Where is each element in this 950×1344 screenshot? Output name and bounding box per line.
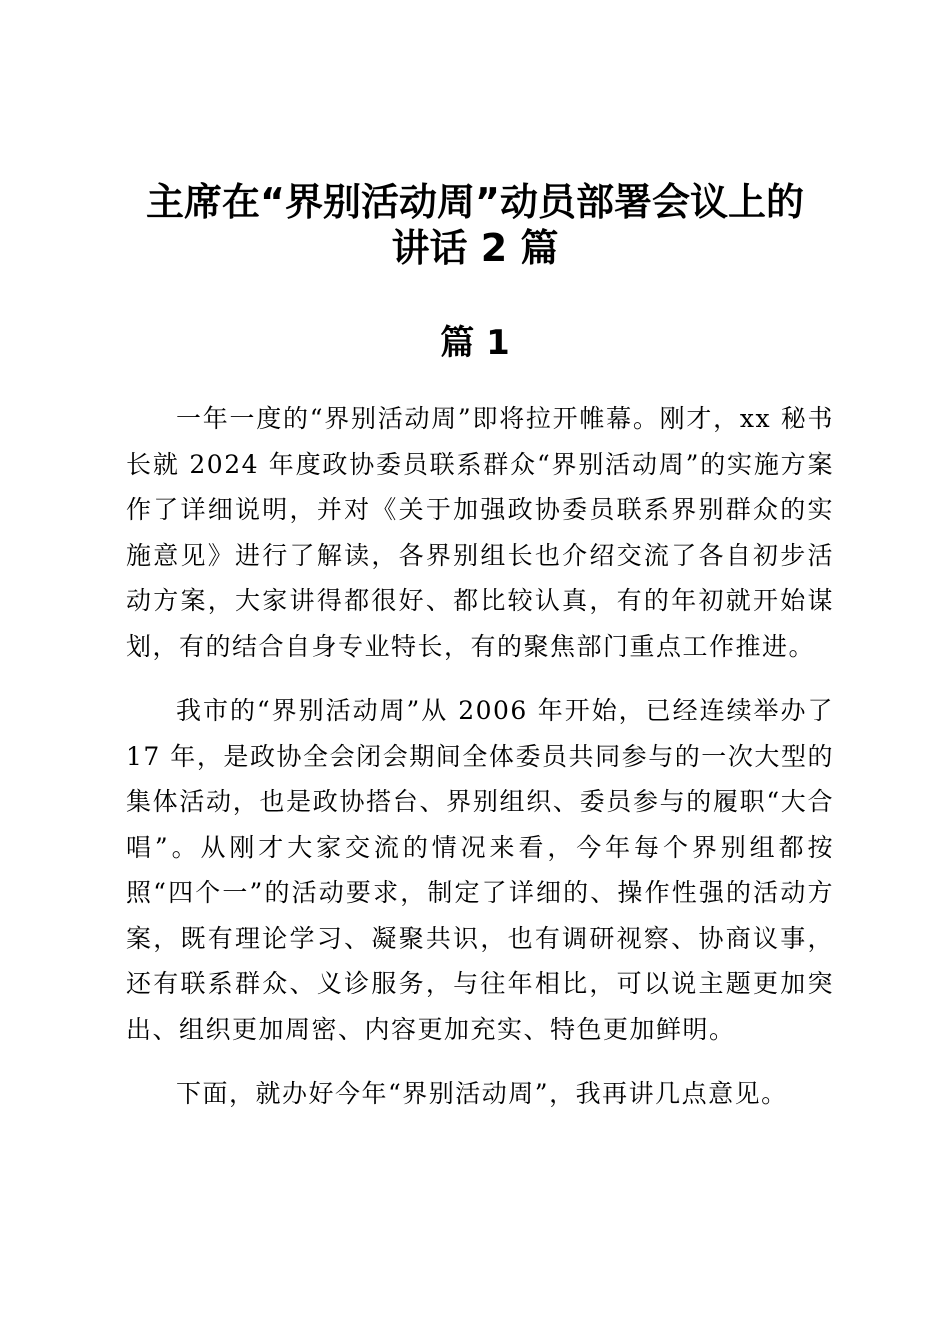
- document-title-line-1: 主席在“界别活动周”动员部署会议上的: [146, 180, 804, 224]
- paragraph-3: 下面，就办好今年“界别活动周”，我再讲几点意见。: [176, 1079, 788, 1108]
- document-title-line-2: 讲话 2 篇: [391, 226, 559, 270]
- section-heading: 篇 1: [440, 323, 510, 363]
- paragraph-1: 一年一度的“界别活动周”即将拉开帷幕。刚才，xx 秘书长就 2024 年度政协委员联系群众“界别活动周”的实施方案作了详细说明，并对《关于加强政协委员联系界别群众的实施意见》进行了解读，各界别组长也介绍交流了各自初步活动方案，大家讲得都很好、都比较认真，有的年初就开始谋划，有的结合自身专业特长，有的聚焦部门重点工作推进。: [126, 404, 834, 661]
- paragraph-2: 我市的“界别活动周”从 2006 年开始，已经连续举办了 17 年，是政协全会闭会期间全体委员共同参与的一次大型的集体活动，也是政协搭台、界别组织、委员参与的履职“大合唱”。从刚才大家交流的情况来看，今年每个界别组都按照“四个一”的活动要求，制定了详细的、操作性强的活动方案，既有理论学习、凝聚共识，也有调研视察、协商议事，还有联系群众、义诊服务，与往年相比，可以说主题更加突出、组织更加周密、内容更加充实、特色更加鲜明。: [126, 696, 834, 1044]
- document-body: [126, 396, 834, 1117]
